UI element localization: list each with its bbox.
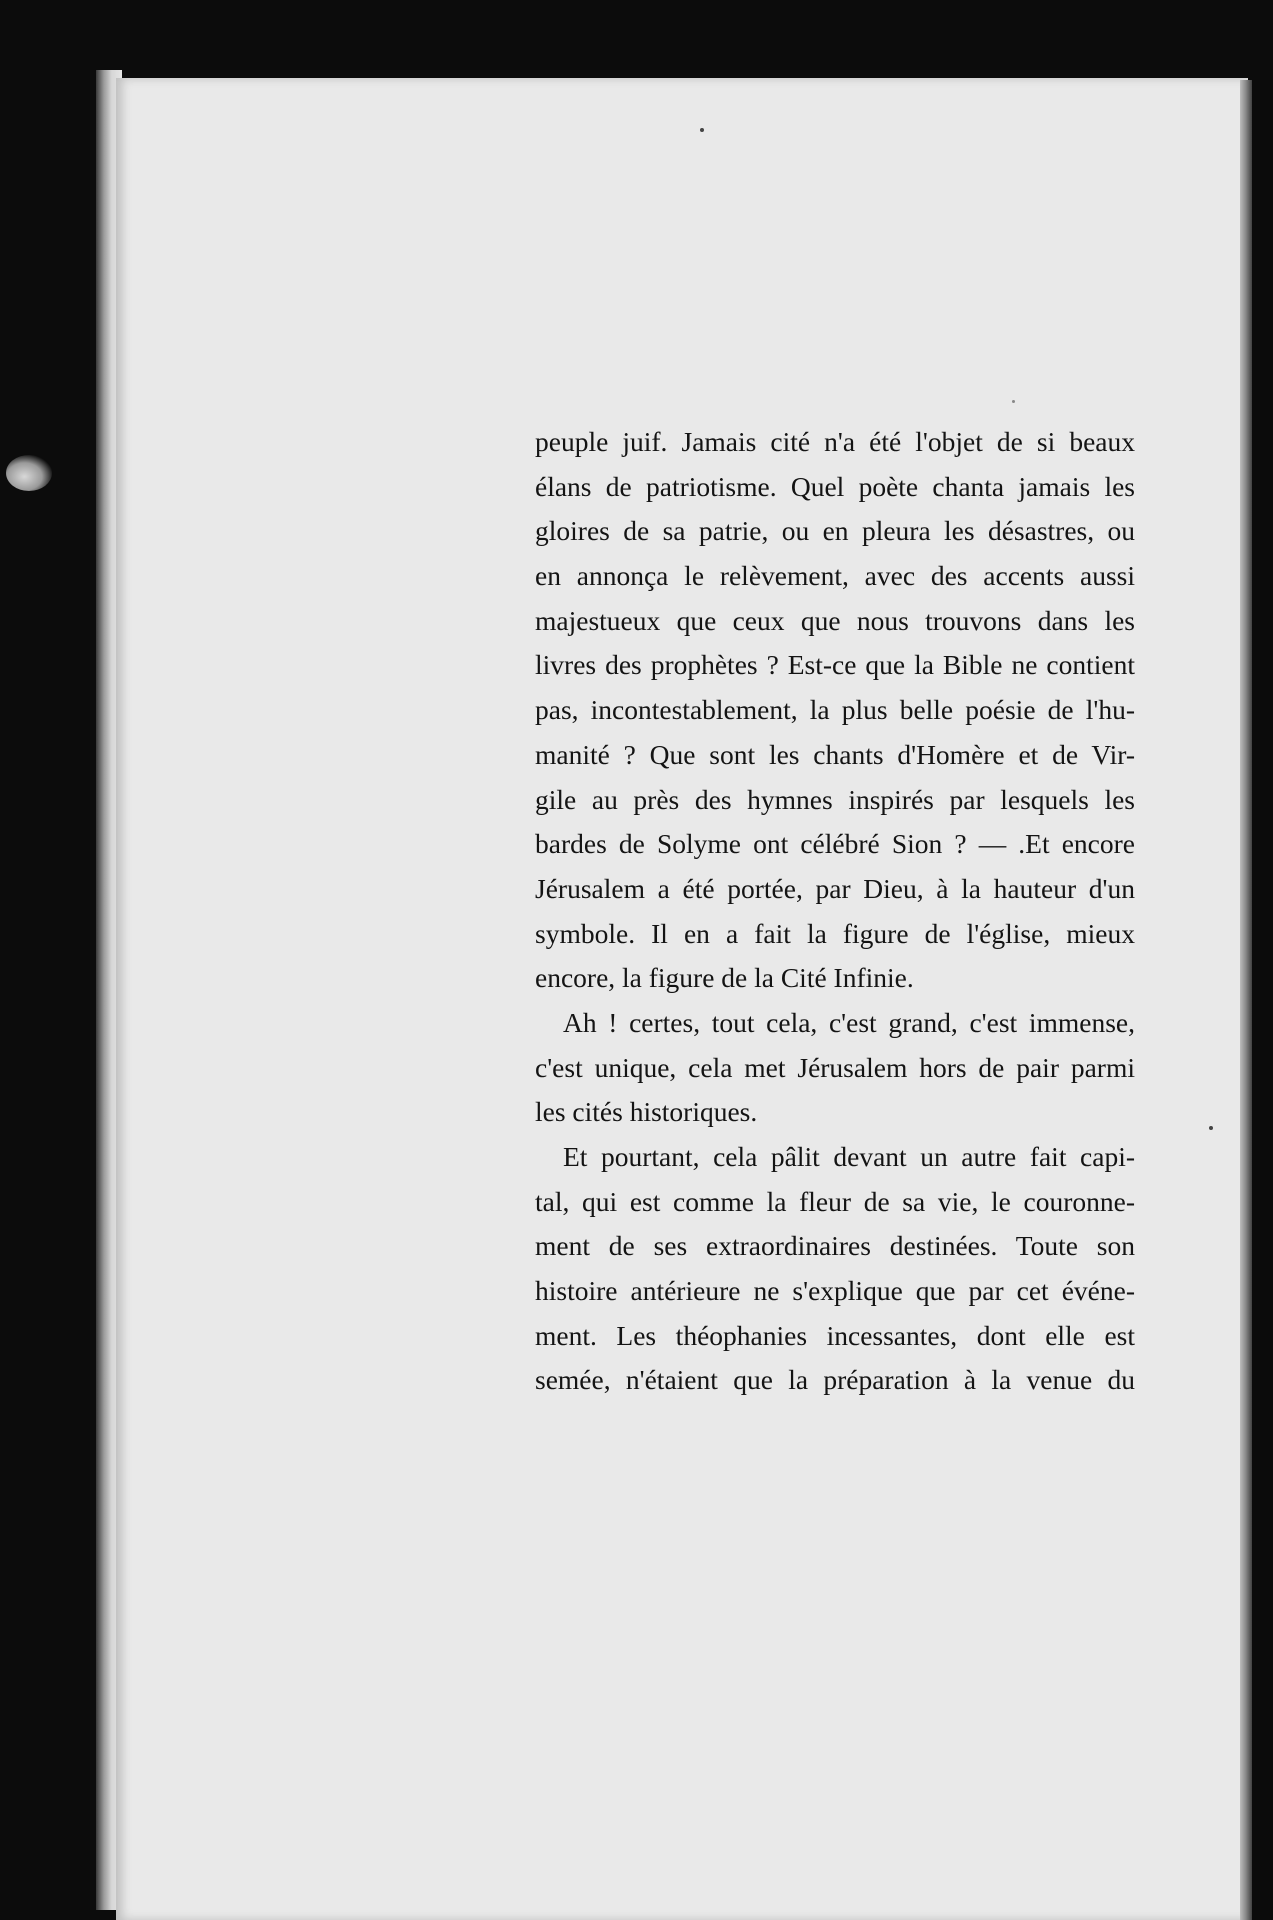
text-line: peuple juif. Jamais cité n'a été l'objet de si beaux (535, 426, 1135, 457)
text-line: semée, n'étaient que la préparation à la venue du (535, 1364, 1135, 1396)
text-line: pas, incontestablement, la plus belle poésie de l'hu- (535, 694, 1135, 726)
text-line: bardes de Solyme ont célébré Sion ? — .Et encore (535, 828, 1135, 860)
text-line: en annonça le relèvement, avec des accents aussi (535, 560, 1135, 592)
text-line: gloires de sa patrie, ou en pleura les désastres, ou (535, 515, 1135, 547)
scan-smudge (6, 455, 52, 491)
text-line: les cités historiques. (535, 1096, 758, 1128)
text-line: Et pourtant, cela pâlit devant un autre fait capi- (563, 1141, 1135, 1172)
text-line: Jérusalem a été portée, par Dieu, à la hauteur d'un (535, 872, 1135, 904)
dust-speck (1012, 400, 1015, 403)
text-line: majestueux que ceux que nous trouvons dans les (535, 604, 1135, 636)
text-line: encore, la figure de la Cité Infinie. (535, 962, 914, 994)
text-line: livres des prophètes ? Est-ce que la Bible ne contient (535, 649, 1135, 681)
body-text (535, 420, 1135, 1403)
text-line: manité ? Que sont les chants d'Homère et de Vir- (535, 738, 1135, 770)
text-line: c'est unique, cela met Jérusalem hors de pair parmi (535, 1051, 1135, 1083)
text-line: ment de ses extraordinaires destinées. Toute son (535, 1230, 1135, 1262)
dust-speck (1209, 1126, 1213, 1130)
text-line: histoire antérieure ne s'explique que par cet événe- (535, 1275, 1135, 1307)
dust-speck (700, 128, 704, 132)
text-line: Ah ! certes, tout cela, c'est grand, c'est immense, (563, 1006, 1135, 1038)
text-line: gile au près des hymnes inspirés par lesquels les (535, 783, 1135, 815)
text-line: symbole. Il en a fait la figure de l'église, mieux (535, 917, 1135, 949)
text-line: élans de patriotisme. Quel poète chanta jamais les (535, 470, 1135, 502)
scan-border-right (1252, 80, 1273, 1920)
text-line: ment. Les théophanies incessantes, dont elle est (535, 1319, 1135, 1351)
text-line: tal, qui est comme la fleur de sa vie, le couronne- (535, 1185, 1135, 1217)
